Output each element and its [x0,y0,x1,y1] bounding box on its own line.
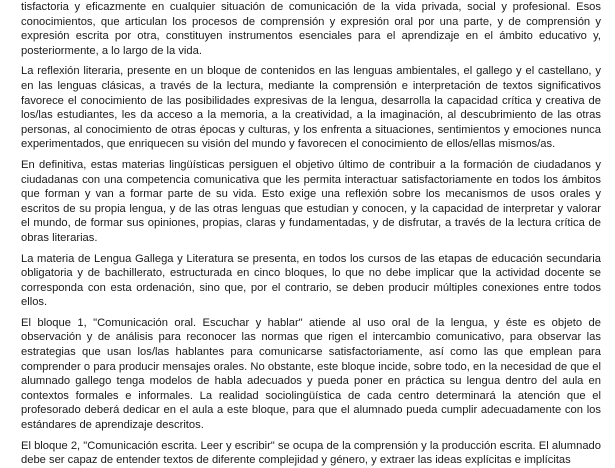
document-body [21,0,601,468]
paragraph-continuation: tisfactoria y eficazmente en cualquier situación de comunicación de la vida privada, social y profesional. Esos conocimientos, que articulan los procesos de comprensión y expresión oral por una parte, y de comprensión y expresión escrita por otra, constituyen instrumentos esenciales para el aprendizaje en el ámbito educativo y, posteriormente, a lo largo de la vida. [21,1,601,57]
paragraph-block-2: El bloque 2, "Comunicación escrita. Leer y escribir" se ocupa de la comprensión y la producción escrita. El alumnado debe ser capaz de entender textos de diferente complejidad y género, y extraer las ideas explícitas e implícitas [21,439,601,467]
paragraph-block-1: El bloque 1, "Comunicación oral. Escuchar y hablar" atiende al uso oral de la lengua, y éste es objeto de observación y de análisis para reconocer las normas que rigen el intercambio comunicativo, para observar las estrategias que usan los/las hablantes para comunicarse satisfactoriamente, así como las que emplean para comprender o para producir mensajes orales. No obstante, este bloque incide, sobre todo, en la necesidad de que el alumnado gallego tenga modelos de habla adecuados y pueda poner en práctica su lengua dentro del aula en contextos formales e informales. La realidad sociolingüística de cada centro determinará la atención que el profesorado deberá dedicar en el aula a este bloque, para que el alumnado pueda cumplir adecuadamente con los estándares de aprendizaje descritos. [21,316,601,432]
paragraph-subject-structure: La materia de Lengua Gallega y Literatura se presenta, en todos los cursos de las etapas de educación secundaria obligatoria y de bachillerato, estructurada en cinco bloques, lo que no debe implicar que la actividad docente se corresponda con esta ordenación, sino que, por el contrario, se deben producir múltiples conexiones entre todos ellos. [21,252,601,309]
paragraph-literary-reflection: La reflexión literaria, presente en un bloque de contenidos en las lenguas ambientales, el gallego y el castellano, y en las lenguas clásicas, a través de la lectura, mediante la comprensión e interpretación de textos significativos favorece el conocimiento de las posibilidades expresivas de la lengua, desarrolla la capacidad crítica y creativa de los/las estudiantes, les da acceso a la memoria, a la creatividad, a la imaginación, al descubrimiento de las otras personas, al conocimiento de otras épocas y culturas, y los enfrenta a situaciones, sentimientos y emociones nunca experimentados, que enriquecen su visión del mundo y favorecen el conocimiento de ellos/ellas mismos/as. [21,65,601,151]
paragraph-linguistic-objectives: En definitiva, estas materias lingüísticas persiguen el objetivo último de contribuir a la formación de ciudadanos y ciudadanas con una competencia comunicativa que les permita interactuar satisfactoriamente en todos los ámbitos que forman y van a formar parte de su vida. Esto exige una reflexión sobre los mecanismos de usos orales y escritos de su propia lengua, y de las otras lenguas que estudian y conocen, y la capacidad de interpretar y valorar el mundo, de formar sus opiniones, propias, claras y fundamentadas, y de disfrutar, a través de la lectura crítica de obras literarias. [21,158,601,244]
